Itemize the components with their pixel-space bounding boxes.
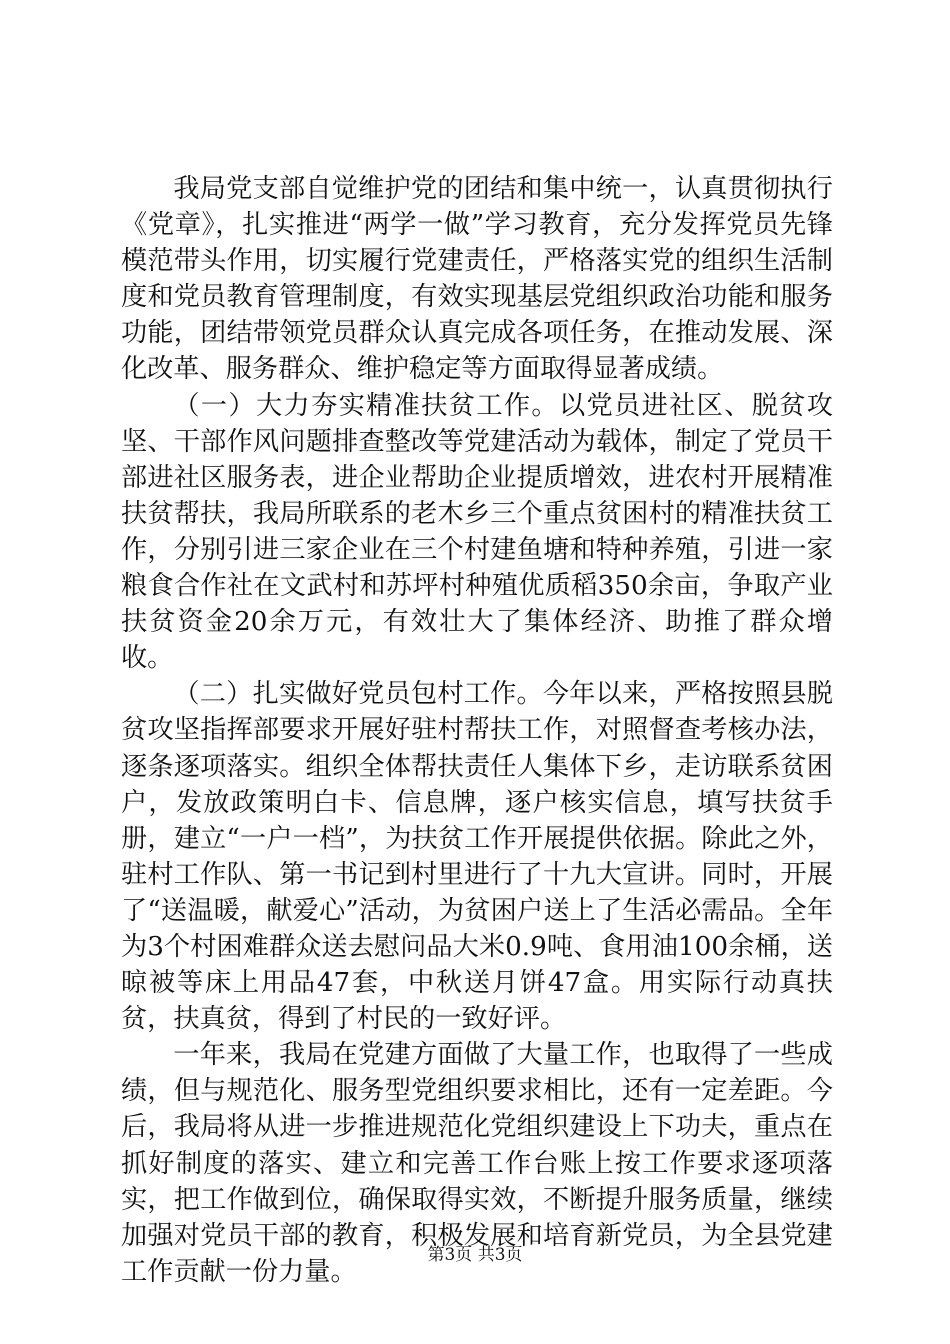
page-number-footer: 第3页 共3页 <box>427 1245 523 1265</box>
paragraph-village-assignment: （二）扎实做好党员包村工作。今年以来，严格按照县脱贫攻坚指挥部要求开展好驻村帮扶工作，对照督查考核办法，逐条逐项落实。组织全体帮扶责任人集体下乡，走访联系贫困户，发放政策明白卡、信息牌，逐户核实信息，填写扶贫手册，建立“一户一档”，为扶贫工作开展提供依据。除此之外，驻村工作队、第一书记到村里进行了十九大宣讲。同时，开展了“送温暖，献爱心”活动，为贫困户送上了生活必需品。全年为3个村困难群众送去慰问品大米0.9吨、食用油100余桶，送晾被等床上用品47套，中秋送月饼47盒。用实际行动真扶贫，扶真贫，得到了村民的一致好评。 <box>121 679 833 1035</box>
paragraph-intro: 我局党支部自觉维护党的团结和集中统一，认真贯彻执行《党章》，扎实推进“两学一做”学习教育，充分发挥党员先锋模范带头作用，切实履行党建责任，严格落实党的组织生活制度和党员教育管理制度，有效实现基层党组织政治功能和服务功能，团结带领党员群众认真完成各项任务，在推动发展、深化改革、服务群众、维护稳定等方面取得显著成绩。 <box>121 174 833 385</box>
document-body <box>121 171 833 1290</box>
paragraph-poverty-alleviation: （一）大力夯实精准扶贫工作。以党员进社区、脱贫攻坚、干部作风问题排查整改等党建活动为载体，制定了党员干部进社区服务表，进企业帮助企业提质增效，进农村开展精准扶贫帮扶，我局所联系的老木乡三个重点贫困村的精准扶贫工作，分别引进三家企业在三个村建鱼塘和特种养殖，引进一家粮食合作社在文武村和苏坪村种殖优质稻350余亩，争取产业扶贫资金20余万元，有效壮大了集体经济、助推了群众增收。 <box>121 390 833 674</box>
paragraph-summary: 一年来，我局在党建方面做了大量工作，也取得了一些成绩，但与规范化、服务型党组织要求相比，还有一定差距。今后，我局将从进一步推进规范化党组织建设上下功夫，重点在抓好制度的落实、建立和完善工作台账上按工作要求逐项落实，把工作做到位，确保取得实效，不断提升服务质量，继续加强对党员干部的教育，积极发展和培育新党员，为全县党建工作贡献一份力量。 <box>121 1040 833 1287</box>
